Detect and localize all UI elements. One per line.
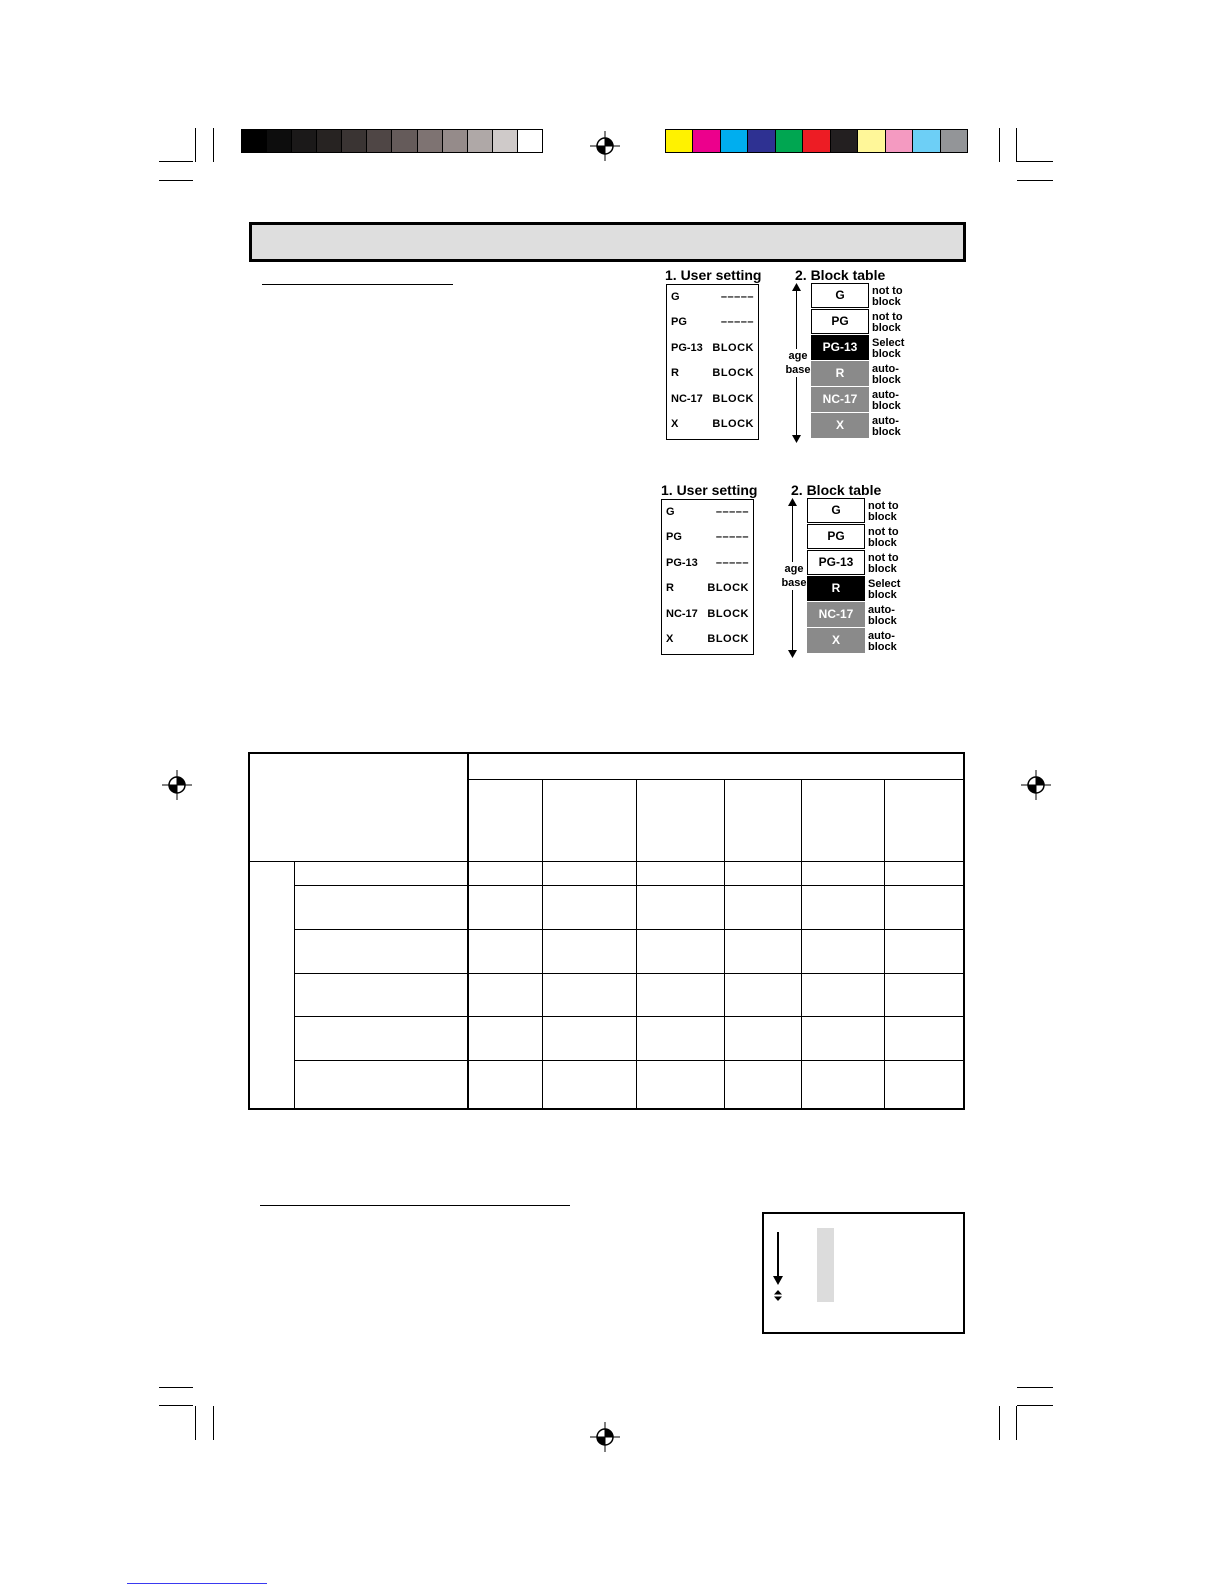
color-swatch (693, 130, 720, 152)
block-cell: G (807, 498, 865, 523)
color-swatch (858, 130, 885, 152)
block-table-title: 2. Block table (791, 482, 882, 498)
user-setting-title: 1. User setting (661, 482, 758, 498)
registration-mark-icon (590, 131, 620, 161)
block-status: Select block (868, 578, 901, 601)
table-rule (724, 779, 725, 1108)
menu-vertical-line (777, 1232, 779, 1277)
color-swatch (342, 130, 367, 152)
block-status: Select block (872, 337, 905, 360)
block-status: auto- block (868, 604, 897, 627)
color-swatch (721, 130, 748, 152)
color-swatch (886, 130, 913, 152)
color-swatch (418, 130, 443, 152)
table-rule (295, 1016, 963, 1017)
block-status: auto- block (872, 389, 901, 412)
block-status: auto- block (872, 415, 901, 438)
block-cell-auto: NC-17 (807, 602, 865, 627)
user-setting-row: G ––––– (666, 506, 749, 518)
rating-block-diagram-1 (665, 267, 925, 452)
arrow-down-icon (792, 435, 801, 443)
table-rule (295, 973, 963, 974)
block-status: not to block (872, 285, 903, 308)
section-heading-band (249, 222, 966, 262)
color-swatch (941, 130, 967, 152)
arrow-down-icon (773, 1276, 783, 1285)
color-swatch (292, 130, 317, 152)
color-swatch (468, 130, 493, 152)
user-setting-box (661, 499, 754, 655)
color-swatch (493, 130, 518, 152)
age-base-label: age base (782, 349, 814, 377)
block-cell-auto: R (811, 361, 869, 386)
user-setting-row: X BLOCK (671, 418, 754, 430)
user-setting-row: G ––––– (671, 291, 754, 303)
user-setting-row: PG ––––– (666, 531, 749, 543)
color-swatch (317, 130, 342, 152)
color-swatch (367, 130, 392, 152)
block-cell: G (811, 283, 869, 308)
block-status: not to block (872, 311, 903, 334)
block-table-title: 2. Block table (795, 267, 886, 283)
block-cell: PG (807, 524, 865, 549)
table-rule (250, 861, 963, 862)
color-swatch (443, 130, 468, 152)
block-status: not to block (868, 526, 899, 549)
color-swatch (518, 130, 542, 152)
color-swatch (831, 130, 858, 152)
subheading-rule (260, 1205, 570, 1206)
table-rule (295, 885, 963, 886)
table-rule (295, 929, 963, 930)
block-status: auto- block (872, 363, 901, 386)
age-base-label: age base (778, 562, 810, 590)
rating-block-diagram-2 (661, 482, 921, 667)
registration-mark-icon (1021, 770, 1051, 800)
user-setting-row: PG-13 ––––– (666, 557, 749, 569)
user-setting-row: PG-13 BLOCK (671, 342, 754, 354)
block-cell: PG (811, 309, 869, 334)
block-status: auto- block (868, 630, 897, 653)
arrow-up-icon (788, 498, 797, 506)
subheading-rule (262, 284, 453, 285)
block-cell-auto: X (807, 628, 865, 653)
grayscale-calibration-bar (241, 129, 543, 153)
color-swatch (666, 130, 693, 152)
user-setting-row: NC-17 BLOCK (671, 393, 754, 405)
block-status: not to block (868, 552, 899, 575)
color-swatch (776, 130, 803, 152)
table-rule (295, 1060, 963, 1061)
color-swatch (803, 130, 830, 152)
table-rule (884, 779, 885, 1108)
block-cell-selected: PG-13 (811, 335, 869, 360)
menu-highlight-column (817, 1228, 834, 1302)
table-rule (294, 861, 295, 1108)
user-setting-row: R BLOCK (671, 367, 754, 379)
block-cell: PG-13 (807, 550, 865, 575)
user-setting-row: PG ––––– (671, 316, 754, 328)
bottom-edge-link (127, 1583, 267, 1584)
on-screen-menu-box (762, 1212, 965, 1334)
block-status-column (868, 501, 908, 657)
arrow-up-icon (792, 283, 801, 291)
user-setting-row: R BLOCK (666, 582, 749, 594)
user-setting-row: X BLOCK (666, 633, 749, 645)
color-swatch (242, 130, 267, 152)
block-cell-auto: X (811, 413, 869, 438)
arrow-down-icon (788, 650, 797, 658)
registration-mark-icon (162, 770, 192, 800)
color-swatch (748, 130, 775, 152)
rating-matrix-table (248, 752, 965, 1110)
block-status-column (872, 286, 912, 442)
block-table-column (811, 283, 869, 439)
up-down-select-icon (774, 1290, 782, 1301)
color-swatch (267, 130, 292, 152)
color-swatch (913, 130, 940, 152)
table-rule (801, 779, 802, 1108)
color-calibration-bar (665, 129, 968, 153)
table-rule (636, 779, 637, 1108)
user-setting-box (666, 284, 759, 440)
table-rule (467, 754, 469, 1108)
registration-mark-icon (590, 1422, 620, 1452)
color-swatch (392, 130, 417, 152)
block-cell-auto: NC-17 (811, 387, 869, 412)
block-status: not to block (868, 500, 899, 523)
user-setting-row: NC-17 BLOCK (666, 608, 749, 620)
user-setting-title: 1. User setting (665, 267, 762, 283)
block-table-column (807, 498, 865, 654)
block-cell-selected: R (807, 576, 865, 601)
table-rule (542, 779, 543, 1108)
